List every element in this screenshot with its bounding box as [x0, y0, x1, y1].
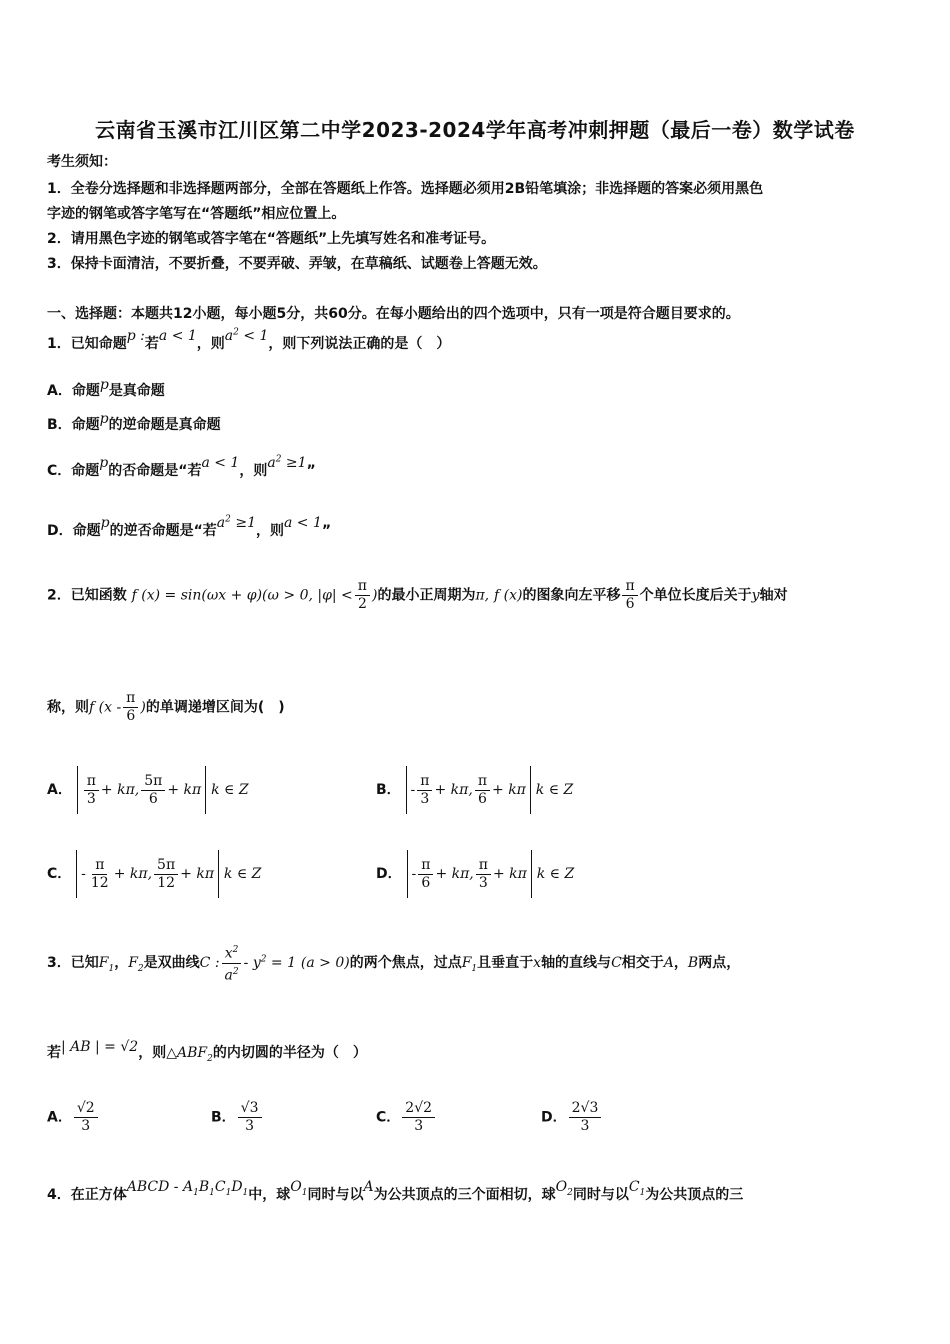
- q3-option-c: C． $\frac{2√2}{3}$: [376, 1100, 437, 1135]
- question-1: 1．已知命题p :若a < 1，则$a^2 < 1$，则下列说法正确的是（ ）: [47, 327, 451, 352]
- q3-option-d: D． $\frac{2√3}{3}$: [541, 1100, 603, 1135]
- q3-option-b: B． $\frac{√3}{3}$: [211, 1100, 264, 1135]
- notice-item: 字迹的钢笔或答字笔写在“答题纸”相应位置上。: [47, 206, 346, 222]
- notice-item: 2．请用黑色字迹的钢笔或答字笔在“答题纸”上先填写姓名和准考证号。: [47, 231, 496, 247]
- notice-item: 1．全卷分选择题和非选择题两部分，全部在答题纸上作答。选择题必须用2B铅笔填涂；非选择题的答案必须用黑色: [47, 181, 764, 197]
- notice-item: 3．保持卡面清洁，不要折叠，不要弄破、弄皱，在草稿纸、试题卷上答题无效。: [47, 256, 547, 272]
- q1-option-a: A．命题p是真命题: [47, 377, 165, 399]
- question-3: 3．已知$F_1$，$F_2$是双曲线C : $\frac{x^2}{a^2}$ - $y^2 = 1$ (a > 0)的两个焦点，过点$F_1$且垂直于x轴的直线与C相交于A，B两点，: [47, 942, 740, 984]
- q2-option-d: D． - $\frac{\pi}{6}$ + kπ, $\frac{\pi}{3}$ + kπ k ∈ Z: [376, 850, 574, 898]
- question-4: 4．在正方体ABCD - $A_1B_1C_1D_1$中，球$O_1$同时与以A为公共顶点的三个面相切，球$O_2$同时与以$C_1$为公共顶点的三: [47, 1179, 744, 1203]
- notice-heading: 考生须知：: [47, 154, 117, 170]
- page-title: 云南省玉溪市江川区第二中学2023-2024学年高考冲刺押题（最后一卷）数学试卷: [95, 118, 855, 142]
- q1-option-d: D．命题p的逆否命题是“若$a^2 \ge 1$，则a < 1”: [47, 514, 332, 539]
- q1-option-b: B．命题p的逆命题是真命题: [47, 411, 221, 433]
- q1-option-c: C．命题p的否命题是“若a < 1，则$a^2 \ge 1$”: [47, 454, 316, 479]
- q2-option-b: B． - $\frac{\pi}{3}$ + kπ, $\frac{\pi}{6}$ + kπ k ∈ Z: [376, 766, 573, 814]
- q2-option-a: A． $\frac{\pi}{3}$ + kπ, $\frac{5\pi}{6}$ + kπ k ∈ Z: [47, 766, 249, 814]
- q2-option-c: C． - $\frac{\pi}{12}$ + kπ, $\frac{5\pi}{12}$ + kπ k ∈ Z: [47, 850, 261, 898]
- question-3-cont: 若| AB | = √2，则$\triangle ABF_2$的内切圆的半径为（ ）: [47, 1039, 367, 1064]
- section-heading: 一、选择题：本题共12小题，每小题5分，共60分。在每小题给出的四个选项中，只有一项是符合题目要求的。: [47, 306, 740, 322]
- q3-option-a: A． $\frac{√2}{3}$: [47, 1100, 100, 1135]
- question-2-cont: 称，则f (x - $\frac{\pi}{6}$ )的单调递增区间为( ): [47, 690, 285, 724]
- question-2: 2．已知函数 f (x) = sin(ωx + φ)(ω > 0, |φ| < $\frac{\pi}{2}$ )的最小正周期为π, f (x)的图象向左平移 $\frac{\pi}{6}$ 个单位长度后关于y轴对: [47, 578, 788, 612]
